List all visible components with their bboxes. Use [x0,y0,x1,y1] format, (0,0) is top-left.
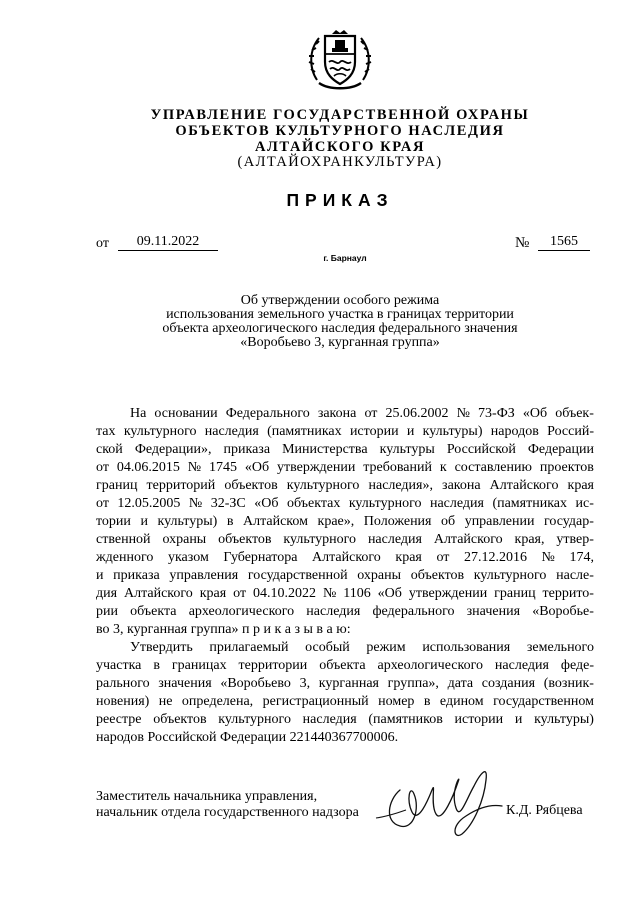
document-number: 1565 [538,234,590,251]
handwritten-signature-icon [370,760,510,844]
subject-line: Об утверждении особого режима [240,293,440,308]
body-line: от 04.06.2015 № 1745 «Об утверждении требований к составлению проектов [96,460,594,475]
position-line: Заместитель начальника управления, [96,789,318,804]
body-line: во 3, курганная группа» п р и к а з ы в а ю: [96,622,351,637]
document-body [96,405,594,747]
body-line: дия Алтайского края от 04.10.2022 № 1106 «Об утверждении границ террито- [96,586,594,601]
document-title: ПРИКАЗ [286,190,394,210]
organization-name-line-3: АЛТАЙСКОГО КРАЯ [254,139,426,155]
body-line: от 12.05.2005 № 32-ЗС «Об объектах культурного наследия (памятниках ис- [96,496,594,511]
position-line: начальник отдела государственного надзора [96,805,359,820]
number-label: № [515,235,530,251]
body-line: жденного указом Губернатора Алтайского края от 27.12.2016 № 174, [96,550,594,565]
body-line: новения) не определена, регистрационный номер в едином государственном [96,694,594,709]
organization-name-line-2: ОБЪЕКТОВ КУЛЬТУРНОГО НАСЛЕДИЯ [175,123,505,139]
document-date: 09.11.2022 [118,234,218,251]
body-line: и приказа управления государственной охраны объектов культурного насле- [96,568,594,583]
body-line: тории и культуры) в Алтайском крае», Положения об управлении государ- [96,514,594,529]
body-line: ственной охраны объектов культурного наследия Алтайского края, утвер- [96,532,594,547]
coat-of-arms-icon [305,28,375,92]
document-subject [120,294,560,350]
organization-abbreviation: (АЛТАЙОХРАНКУЛЬТУРА) [237,154,443,170]
body-line: границ территорий объектов культурного наследия», закона Алтайского края [96,478,594,493]
subject-line: использования земельного участка в границах территории [166,307,514,322]
document-city: г. Барнаул [323,253,367,263]
body-line: участка в границах территории объекта археологического наследия феде- [96,658,594,673]
organization-name-line-1: УПРАВЛЕНИЕ ГОСУДАРСТВЕННОЙ ОХРАНЫ [150,107,530,123]
body-line: народов Российской Федерации 221440367700006. [96,730,399,745]
signatory-position [96,789,359,821]
body-line: тах культурного наследия (памятниках истории и культуры) народов Россий- [96,424,594,439]
body-line: ской Федерации», приказа Министерства культуры Российской Федерации [96,442,594,457]
body-line: Утвердить прилагаемый особый режим использования земельного [130,640,594,655]
body-line: На основании Федерального закона от 25.06.2002 № 73-ФЗ «Об объек- [130,406,594,421]
signatory-name: К.Д. Рябцева [506,803,583,818]
subject-line: объекта археологического наследия федерального значения [162,321,518,336]
date-label: от [96,236,109,251]
body-line: реестре объектов культурного наследия (памятников истории и культуры) [96,712,594,727]
body-line: рального значения «Воробьево 3, курганная группа», дата создания (возник- [96,676,594,691]
subject-line: «Воробьево 3, курганная группа» [240,335,440,350]
body-line: рии объекта археологического наследия федерального значения «Воробье- [96,604,594,619]
